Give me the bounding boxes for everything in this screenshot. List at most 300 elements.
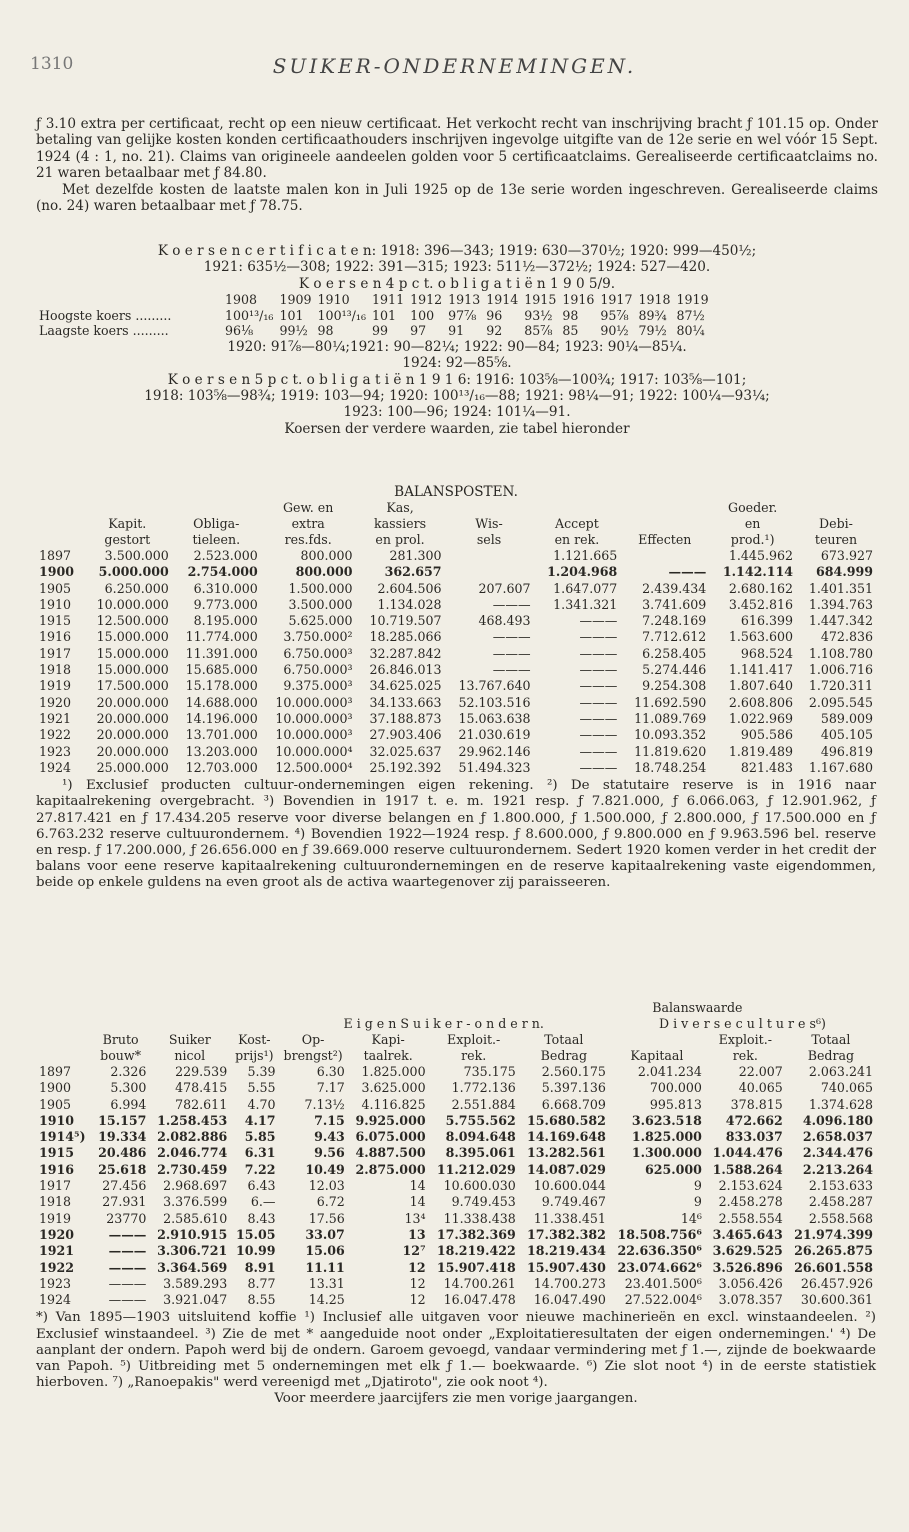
productie-year: 1919 — [39, 1210, 72, 1226]
balans-header-cell: Kapit. gestort — [104, 516, 151, 547]
balans-cell: 15.000.000 — [96, 645, 169, 661]
obl4-high-value: 95⅞ — [600, 307, 629, 323]
balans-cell: 1.022.969 — [728, 710, 794, 726]
productie-cell: 700.000 — [649, 1080, 702, 1096]
productie-cell: 7.15 — [314, 1112, 345, 1128]
balans-cell: 1.647.077 — [553, 580, 618, 596]
balans-cell: ——— — [579, 759, 618, 775]
balans-cell: 2.754.000 — [187, 564, 258, 580]
productie-cell: 14⁶ — [680, 1210, 702, 1226]
obl4-high-value: 98 — [562, 307, 579, 323]
balans-row — [36, 564, 876, 580]
obl4-low-value: 96⅛ — [225, 323, 254, 339]
balans-cell: 589.009 — [820, 710, 873, 726]
balans-cell: 9.375.000³ — [283, 678, 353, 694]
productie-table — [36, 1000, 876, 1308]
balans-year: 1905 — [39, 580, 72, 596]
productie-cell: 735.175 — [463, 1064, 516, 1079]
productie-cell: 5.39 — [247, 1064, 276, 1079]
balans-cell: 496.819 — [820, 743, 873, 759]
balans-cell: 2.604.506 — [377, 580, 442, 596]
productie-cell: 23770 — [106, 1210, 147, 1226]
productie-cell: 14 — [409, 1178, 426, 1194]
balans-cell: 13.767.640 — [458, 678, 531, 694]
balans-cell: 37.188.873 — [369, 710, 442, 726]
balans-cell: 1.445.962 — [728, 548, 794, 563]
obl4-high-value: 100 — [410, 307, 435, 323]
productie-cell: 17.56 — [308, 1210, 345, 1226]
productie-cell: 11.338.451 — [533, 1210, 606, 1226]
productie-cell: 2.658.037 — [802, 1129, 873, 1145]
productie-year: 1918 — [39, 1194, 72, 1210]
productie-cell: 9.749.453 — [451, 1194, 516, 1210]
productie-cell: 5.755.562 — [445, 1112, 516, 1128]
koersen-obl4-title: K o e r s e n 4 p c t. o b l i g a t i ë n 1 9 0 5/9. — [298, 275, 616, 292]
productie-cell: 13.282.561 — [527, 1145, 606, 1161]
productie-cell: 26.601.558 — [794, 1259, 873, 1275]
balans-year: 1921 — [39, 710, 72, 726]
productie-cell: 11.11 — [305, 1259, 345, 1275]
balans-cell: 52.103.516 — [458, 694, 531, 710]
productie-cell: 15.907.418 — [436, 1259, 516, 1275]
productie-row — [36, 1194, 876, 1210]
productie-cell: 16.047.478 — [443, 1292, 516, 1308]
balans-cell: 1.006.716 — [808, 662, 873, 678]
intro-paragraph-1: ƒ 3.10 extra per certificaat, recht op een nieuw certificaat. Het verkocht recht van inschrijving bracht ƒ 101.15 op. Onder betaling van gelijke kosten konden certificaathouders inschrijven ingevolge uitgifte van de 12e serie en wel vóór 15 Sept. 1924 (4 : 1, no. 21). Claims van origineele aandeelen golden voor 5 certificaatclaims. Gerealiseerde certificaatclaims no. 21 waren betaalbaar met ƒ 84.80. — [36, 116, 878, 182]
balans-header-year — [36, 500, 83, 548]
productie-cell: 22.007 — [738, 1064, 783, 1079]
balans-cell: 5.625.000 — [288, 613, 353, 629]
productie-cell: 9 — [693, 1194, 702, 1210]
obl5-line3: 1923: 100—96; 1924: 101¼—91. — [343, 404, 571, 421]
productie-year: 1910 — [39, 1112, 75, 1128]
productie-cell: 14.25 — [308, 1292, 345, 1308]
productie-cell: 14 — [409, 1194, 426, 1210]
productie-cell: 2.560.175 — [541, 1064, 606, 1079]
balans-year: 1900 — [39, 564, 75, 580]
obl4-low-value: 99 — [372, 323, 389, 339]
productie-cell: 3.589.293 — [163, 1275, 228, 1291]
koersen-verdere: Koersen der verdere waarden, zie tabel hieronder — [284, 420, 630, 437]
productie-cell: 5.85 — [244, 1129, 276, 1145]
productie-cell: 15.680.582 — [527, 1112, 606, 1128]
productie-cell: 478.415 — [175, 1080, 228, 1096]
productie-header-cell: Exploit.- rek. — [718, 1032, 772, 1063]
productie-cell: 7.22 — [244, 1161, 276, 1177]
balans-cell: ——— — [579, 629, 618, 645]
productie-cell: 9 — [693, 1178, 702, 1194]
balans-cell: 25.192.392 — [369, 759, 442, 775]
productie-cell: 2.153.624 — [718, 1178, 783, 1194]
balans-cell: 1.204.968 — [547, 564, 618, 580]
productie-cell: 1.044.476 — [712, 1145, 783, 1161]
productie-cell: 1.300.000 — [631, 1145, 702, 1161]
obl4-low-value: 98 — [317, 323, 334, 339]
balans-cell: 51.494.323 — [458, 759, 531, 775]
balans-cell — [620, 548, 709, 564]
productie-row — [36, 1129, 876, 1145]
productie-year: 1914⁵) — [39, 1129, 86, 1145]
productie-cell: 2.046.774 — [157, 1145, 228, 1161]
balans-cell: 12.500.000⁴ — [275, 759, 353, 775]
balans-cell: 905.586 — [740, 727, 794, 743]
productie-cell: 13⁴ — [404, 1210, 426, 1226]
productie-year: 1905 — [39, 1096, 72, 1112]
obl4-year: 1913 — [448, 292, 481, 308]
productie-year: 1923 — [39, 1275, 72, 1291]
productie-cell: 3.629.525 — [712, 1243, 783, 1259]
balans-cell: 32.025.637 — [369, 743, 442, 759]
koersen-certificaten-line1: K o e r s e n c e r t i f i c a t e n: 1918: 396—343; 1919: 630—370½; 1920: 999—450½; — [157, 243, 757, 259]
balans-cell: 20.000.000 — [96, 710, 169, 726]
balans-cell: 3.750.000² — [283, 629, 353, 645]
balans-section — [36, 484, 876, 892]
balans-cell: 14.688.000 — [185, 694, 258, 710]
balans-year: 1897 — [39, 548, 72, 563]
balans-cell — [445, 564, 534, 580]
productie-cell: 40.065 — [738, 1080, 783, 1096]
obl4-more-1: 1920: 91⅞—80¼;1921: 90—82¼; 1922: 90—84; 1923: 90¼—85¼. — [227, 338, 687, 355]
balans-year: 1917 — [39, 645, 72, 661]
obl4-more-2: 1924: 92—85⅝. — [402, 355, 512, 372]
balans-cell: 1.394.763 — [808, 596, 873, 612]
balans-cell: 15.000.000 — [96, 662, 169, 678]
productie-cell: 1.258.453 — [157, 1112, 228, 1128]
balans-year: 1924 — [39, 759, 72, 775]
productie-cell: 3.526.896 — [712, 1259, 783, 1275]
balans-cell: 616.399 — [740, 613, 794, 629]
productie-cell: 27.522.004⁶ — [624, 1292, 702, 1308]
balans-cell: 1.807.640 — [728, 678, 794, 694]
productie-cell: 12 — [408, 1259, 426, 1275]
balans-cell: 1.142.114 — [722, 564, 794, 580]
productie-row — [36, 1080, 876, 1096]
balans-cell: 18.285.066 — [369, 629, 442, 645]
productie-cell: 17.382.382 — [527, 1226, 606, 1242]
productie-cell: 15.06 — [305, 1243, 345, 1259]
balans-cell: 1.108.780 — [808, 645, 873, 661]
productie-year: 1924 — [39, 1292, 72, 1308]
balans-cell: 821.483 — [740, 759, 794, 775]
productie-cell: 27.456 — [102, 1178, 147, 1194]
productie-cell: 18.219.434 — [527, 1243, 606, 1259]
obl4-year: 1910 — [317, 292, 350, 308]
obl4-high-value: 100¹³/₁₆ — [225, 307, 274, 323]
balans-cell: 8.195.000 — [193, 613, 258, 629]
balans-cell: ——— — [579, 645, 618, 661]
balans-year: 1922 — [39, 727, 72, 743]
productie-cell: 1.825.000 — [631, 1129, 702, 1145]
balans-cell: 10.093.352 — [634, 727, 707, 743]
productie-cell: ——— — [108, 1275, 147, 1291]
obl4-low-value: 92 — [486, 323, 503, 339]
balans-cell: 10.000.000³ — [275, 710, 353, 726]
balans-cell: 15.000.000 — [96, 629, 169, 645]
productie-cell: 4.096.180 — [802, 1112, 873, 1128]
productie-cell: 740.065 — [820, 1080, 873, 1096]
productie-cell: 8.55 — [247, 1292, 276, 1308]
productie-cell: ——— — [108, 1243, 147, 1259]
productie-cell: 6.72 — [316, 1194, 345, 1210]
balans-cell: 9.773.000 — [193, 596, 258, 612]
productie-cell: 2.875.000 — [355, 1161, 426, 1177]
balans-cell: 3.500.000 — [104, 548, 169, 563]
productie-cell: ——— — [108, 1292, 147, 1308]
obl4-high-label: Hoogste koers ......... — [39, 307, 172, 323]
obl4-year: 1917 — [600, 292, 633, 308]
productie-cell: 6.994 — [110, 1096, 147, 1112]
balans-table — [36, 500, 876, 776]
productie-cell: 782.611 — [175, 1096, 228, 1112]
productie-cell: 625.000 — [644, 1161, 702, 1177]
productie-cell: 2.041.234 — [637, 1064, 702, 1079]
productie-cell: 6.31 — [244, 1145, 276, 1161]
header-eigen: E i g e n S u i k e r - o n d e r n. — [343, 1016, 544, 1031]
balans-cell: 15.685.000 — [185, 662, 258, 678]
obl4-low-value: 80¼ — [676, 323, 705, 339]
productie-cell: ——— — [108, 1259, 147, 1275]
balans-cell: ——— — [579, 613, 618, 629]
obl4-low-value: 85 — [562, 323, 579, 339]
productie-cell: 30.600.361 — [800, 1292, 873, 1308]
productie-cell: 7.17 — [316, 1080, 345, 1096]
obl4-year: 1909 — [279, 292, 312, 308]
balans-row — [36, 727, 876, 743]
productie-cell: 15.157 — [98, 1112, 147, 1128]
balans-cell: 2.608.806 — [728, 694, 794, 710]
balans-cell: 1.141.417 — [728, 662, 794, 678]
productie-cell: 15.907.430 — [527, 1259, 606, 1275]
productie-cell: 8.91 — [244, 1259, 276, 1275]
productie-cell: 10.99 — [236, 1243, 276, 1259]
productie-row — [36, 1211, 876, 1227]
productie-row — [36, 1178, 876, 1194]
balans-cell: 29.962.146 — [458, 743, 531, 759]
productie-cell: 6.43 — [247, 1178, 276, 1194]
productie-cell: 20.486 — [98, 1145, 147, 1161]
productie-row — [36, 1097, 876, 1113]
obl4-low-value: 97 — [410, 323, 427, 339]
balans-cell: ——— — [492, 645, 531, 661]
productie-row — [36, 1113, 876, 1129]
balans-cell: 2.523.000 — [193, 548, 258, 563]
productie-cell: 11.212.029 — [436, 1161, 516, 1177]
obl4-low-value: 79½ — [638, 323, 667, 339]
productie-cell: 2.082.886 — [157, 1129, 228, 1145]
productie-row — [36, 1276, 876, 1292]
productie-cell: 10.600.044 — [533, 1178, 606, 1194]
productie-cell: 19.334 — [98, 1129, 147, 1145]
productie-cell: 2.585.610 — [163, 1210, 228, 1226]
productie-row — [36, 1227, 876, 1243]
balans-header-cell: Gew. en extra res.fds. — [282, 500, 334, 547]
intro-paragraph-2: Met dezelfde kosten de laatste malen kon in Juli 1925 op de 13e serie worden ingeschreven. Gerealiseerde claims (no. 24) waren betaalbaar met ƒ 78.75. — [36, 181, 878, 215]
obl4-low-value: 91 — [448, 323, 465, 339]
balans-cell: 15.063.638 — [458, 710, 531, 726]
header-diverse: D i v e r s e c u l t u r e s⁶) — [658, 1016, 826, 1031]
obl4-high-value: 89¾ — [638, 307, 667, 323]
balans-cell: 11.089.769 — [634, 710, 707, 726]
balans-year: 1915 — [39, 613, 72, 629]
productie-cell: 9.43 — [314, 1129, 345, 1145]
productie-cell: 3.376.599 — [163, 1194, 228, 1210]
productie-cell: 12 — [409, 1292, 426, 1308]
balans-cell: 3.500.000 — [288, 596, 353, 612]
balans-cell: 11.774.000 — [185, 629, 258, 645]
productie-header-cell: Kost- prijs¹) — [235, 1032, 274, 1063]
productie-cell: 11.338.438 — [443, 1210, 516, 1226]
productie-cell: 2.910.915 — [157, 1226, 228, 1242]
productie-cell: 2.551.884 — [451, 1096, 516, 1112]
balans-cell: 27.903.406 — [369, 727, 442, 743]
productie-header-cell: Kapi- taalrek. — [363, 1032, 413, 1063]
productie-row — [36, 1243, 876, 1259]
productie-cell: 9.56 — [314, 1145, 345, 1161]
header-balanswaarde: Balanswaarde — [652, 1000, 743, 1015]
balans-cell: 20.000.000 — [96, 694, 169, 710]
productie-cell: 3.921.047 — [163, 1292, 228, 1308]
productie-cell: 3.465.643 — [712, 1226, 783, 1242]
productie-cell: 2.344.476 — [802, 1145, 873, 1161]
productie-cell: 229.539 — [175, 1064, 228, 1079]
productie-cell: 10.49 — [305, 1161, 345, 1177]
balans-row — [36, 581, 876, 597]
productie-cell: 6.668.709 — [541, 1096, 606, 1112]
productie-final-note: Voor meerdere jaarcijfers zie men vorige jaargangen. — [274, 1391, 638, 1407]
productie-cell: 13 — [408, 1226, 426, 1242]
balans-title: BALANSPOSTEN. — [394, 484, 518, 500]
productie-cell: 8.094.648 — [445, 1129, 516, 1145]
balans-cell: 7.712.612 — [642, 629, 707, 645]
productie-cell: 2.558.568 — [808, 1210, 873, 1226]
productie-header-cell: Bruto bouw* — [100, 1032, 141, 1063]
balans-year: 1919 — [39, 678, 72, 694]
obl4-high-value: 100¹³/₁₆ — [317, 307, 367, 323]
balans-cell: 5.000.000 — [98, 564, 169, 580]
obl4-year: 1916 — [562, 292, 595, 308]
balans-cell: 20.000.000 — [96, 743, 169, 759]
productie-cell: 2.458.287 — [808, 1194, 873, 1210]
productie-header-cell: Totaal Bedrag — [807, 1032, 855, 1063]
productie-row — [36, 1162, 876, 1178]
balans-cell: ——— — [579, 743, 618, 759]
balans-cell — [445, 548, 534, 564]
productie-cell: ——— — [108, 1226, 147, 1242]
productie-cell: 2.730.459 — [157, 1161, 228, 1177]
productie-cell: 3.306.721 — [157, 1243, 228, 1259]
productie-cell: 5.300 — [110, 1080, 147, 1096]
productie-row — [36, 1064, 876, 1080]
balans-cell: 34.625.025 — [369, 678, 442, 694]
balans-cell: ——— — [579, 662, 618, 678]
productie-year: 1922 — [39, 1259, 75, 1275]
obl4-high-value: 87½ — [676, 307, 705, 323]
balans-year: 1910 — [39, 596, 72, 612]
balans-year: 1916 — [39, 629, 72, 645]
balans-cell: ——— — [668, 564, 707, 580]
productie-year: 1900 — [39, 1080, 72, 1096]
balans-cell: ——— — [492, 596, 531, 612]
productie-cell: 21.974.399 — [794, 1226, 873, 1242]
balans-cell: 800.000 — [295, 564, 353, 580]
productie-row — [36, 1260, 876, 1276]
balans-row — [36, 548, 876, 564]
productie-year: 1921 — [39, 1243, 75, 1259]
productie-cell: 6.075.000 — [355, 1129, 426, 1145]
productie-cell: 25.618 — [98, 1161, 147, 1177]
productie-cell: 3.056.426 — [718, 1275, 783, 1291]
productie-cell: 8.43 — [247, 1210, 276, 1226]
balans-cell: 10.719.507 — [369, 613, 442, 629]
productie-year: 1897 — [39, 1064, 72, 1079]
productie-cell: 13.31 — [308, 1275, 345, 1291]
obl4-high-value: 97⅞ — [448, 307, 477, 323]
balans-cell: 6.750.000³ — [283, 645, 353, 661]
balans-header-cell: Obliga- tieleen. — [192, 516, 241, 547]
productie-cell: 3.623.518 — [631, 1112, 702, 1128]
productie-cell: 18.219.422 — [436, 1243, 516, 1259]
balans-cell: 362.657 — [384, 564, 442, 580]
productie-cell: 472.662 — [725, 1112, 783, 1128]
balans-cell: 26.846.013 — [369, 662, 442, 678]
balans-cell: 968.524 — [740, 645, 794, 661]
balans-cell: 2.439.434 — [642, 580, 707, 596]
balans-cell: 3.452.816 — [728, 596, 794, 612]
productie-cell: 22.636.350⁶ — [617, 1243, 702, 1259]
balans-row — [36, 629, 876, 645]
productie-cell: 15.05 — [236, 1226, 276, 1242]
balans-cell: ——— — [492, 662, 531, 678]
productie-cell: 26.457.926 — [800, 1275, 873, 1291]
page-header — [0, 54, 909, 84]
productie-cell: 1.772.136 — [451, 1080, 516, 1096]
productie-cell: 8.77 — [247, 1275, 276, 1291]
productie-cell: 4.116.825 — [361, 1096, 426, 1112]
productie-row — [36, 1145, 876, 1161]
balans-header-cell: Wis- sels — [475, 516, 503, 547]
balans-year: 1918 — [39, 662, 72, 678]
balans-cell: 18.748.254 — [634, 759, 707, 775]
balans-row — [36, 760, 876, 776]
obl4-year: 1914 — [486, 292, 519, 308]
balans-header-cell: Accept en rek. — [554, 516, 600, 547]
productie-year: 1920 — [39, 1226, 75, 1242]
productie-cell: 2.213.264 — [802, 1161, 873, 1177]
productie-cell: 10.600.030 — [443, 1178, 516, 1194]
productie-cell: 2.968.697 — [163, 1178, 228, 1194]
productie-cell: 1.588.264 — [712, 1161, 783, 1177]
productie-cell: 4.17 — [244, 1112, 276, 1128]
balans-row — [36, 711, 876, 727]
balans-cell: 25.000.000 — [96, 759, 169, 775]
balans-cell: 1.819.489 — [728, 743, 794, 759]
balans-cell: ——— — [579, 727, 618, 743]
productie-year: 1915 — [39, 1145, 75, 1161]
balans-cell: 10.000.000³ — [275, 694, 353, 710]
balans-cell: 20.000.000 — [96, 727, 169, 743]
balans-year: 1923 — [39, 743, 72, 759]
productie-header-cell: Exploit.- rek. — [447, 1032, 501, 1063]
balans-cell: 34.133.663 — [369, 694, 442, 710]
productie-cell: 2.558.554 — [718, 1210, 783, 1226]
balans-cell: 12.500.000 — [96, 613, 169, 629]
balans-cell: ——— — [579, 710, 618, 726]
balans-cell: 1.401.351 — [808, 580, 873, 596]
productie-cell: 14.700.273 — [533, 1275, 606, 1291]
productie-cell: 1.374.628 — [808, 1096, 873, 1112]
obl4-year: 1908 — [225, 292, 258, 308]
productie-cell: 5.55 — [247, 1080, 276, 1096]
